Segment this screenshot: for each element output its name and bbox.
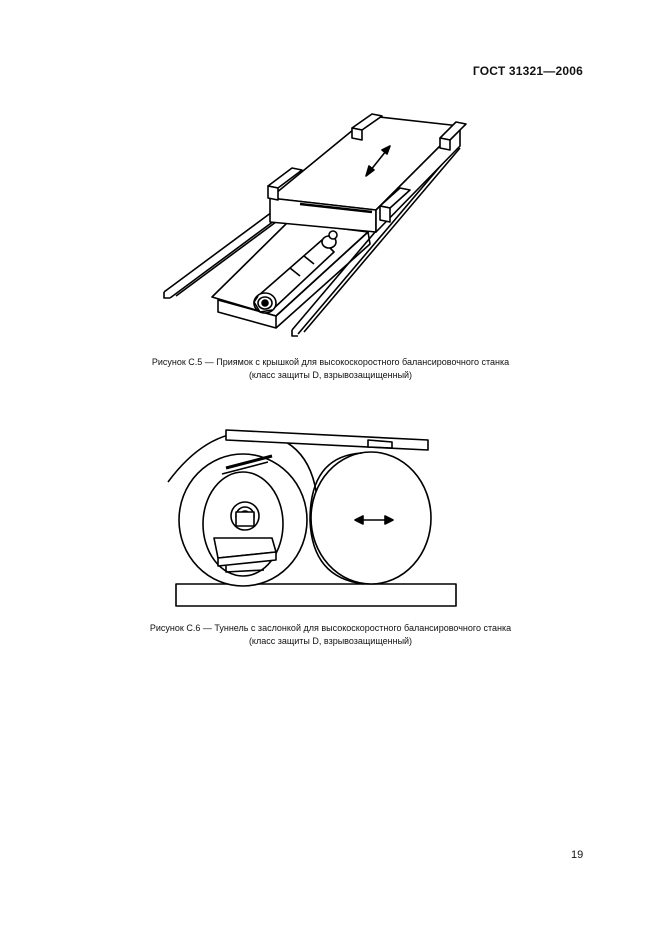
- pit-cover: [270, 116, 460, 232]
- figure-c5-pit-with-cover: [0, 0, 661, 340]
- tunnel-shutter: [310, 452, 431, 584]
- page-number: 19: [571, 849, 584, 861]
- shutter-guide-rail: [226, 430, 428, 450]
- base-plate: [176, 584, 456, 606]
- figure-c5-caption-line1: Рисунок С.5 — Приямок с крышкой для высокоскоростного балансировочного станка: [151, 357, 510, 367]
- figure-c5-caption: [0, 356, 661, 382]
- document-header: ГОСТ 31321—2006: [472, 64, 583, 78]
- figure-c6-caption-line1: Рисунок С.6 — Туннель с заслонкой для высокоскоростного балансировочного станка: [149, 623, 512, 633]
- figure-c5-caption-line2: (класс защиты D, взрывозащищенный): [248, 370, 413, 380]
- figure-c6-caption: [0, 622, 661, 648]
- figure-c6-tunnel-with-shutter: [0, 420, 661, 620]
- figure-c6-caption-line2: (класс защиты D, взрывозащищенный): [248, 636, 413, 646]
